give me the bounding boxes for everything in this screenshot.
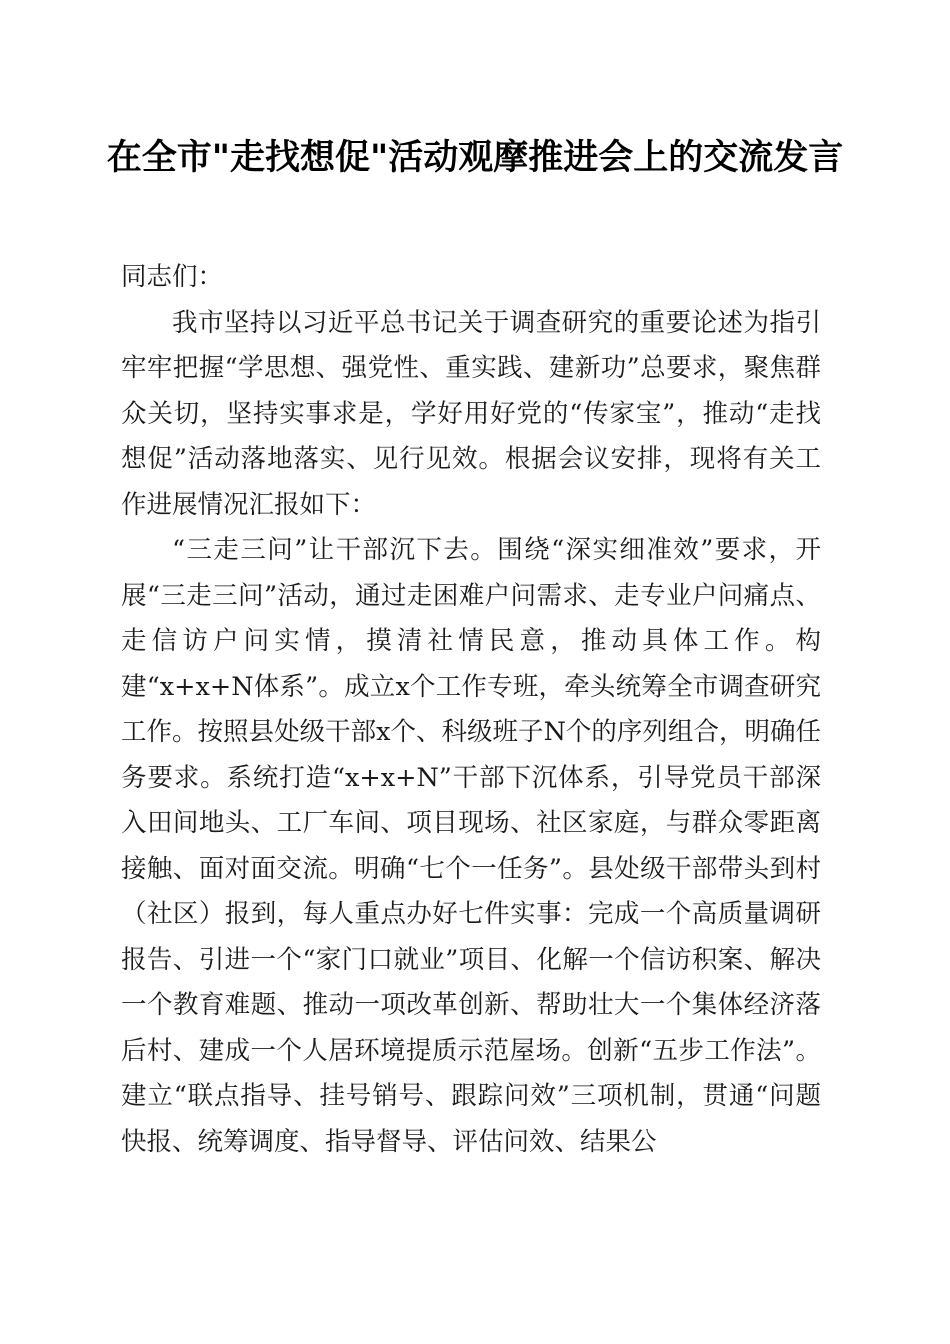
paragraph-san-zou-san-wen: “三走三问”让干部沉下去。围绕“深实细准效”要求，开展“三走三问”活动，通过走困难户问需求、走专业户问痛点、走信访户问实情，摸清社情民意，推动具体工作。构建“x+x+N体系”。成立x个工作专班，牵头统筹全市调查研究工作。按照县处级干部x个、科级班子N个的序列组合，明确任务要求。系统打造“x+x+N”干部下沉体系，引导党员干部深入田间地头、工厂车间、项目现场、社区家庭，与群众零距离接触、面对面交流。明确“七个一任务”。县处级干部带头到村（社区）报到，每人重点办好七件实事：完成一个高质量调研报告、引进一个“家门口就业”项目、化解一个信访积案、解决一个教育难题、推动一项改革创新、帮助壮大一个集体经济落后村、建成一个人居环境提质示范屋场。创新“五步工作法”。建立“联点指导、挂号销号、跟踪问效”三项机制，贯通“问题快报、统筹调度、指导督导、评估问效、结果公 bbox=[121, 535, 821, 1157]
paragraph-intro: 我市坚持以习近平总书记关于调查研究的重要论述为指引牢牢把握“学思想、强党性、重实践、建新功”总要求，聚焦群众关切，坚持实事求是，学好用好党的“传家宝”，推动“走找想促”活动落地落实、见行见效。根据会议安排，现将有关工作进展情况汇报如下： bbox=[121, 307, 821, 520]
salutation: 同志们： bbox=[121, 262, 224, 292]
document-title: 在全市"走找想促"活动观摩推进会上的交流发言 bbox=[106, 137, 844, 178]
document-body bbox=[121, 255, 821, 1165]
